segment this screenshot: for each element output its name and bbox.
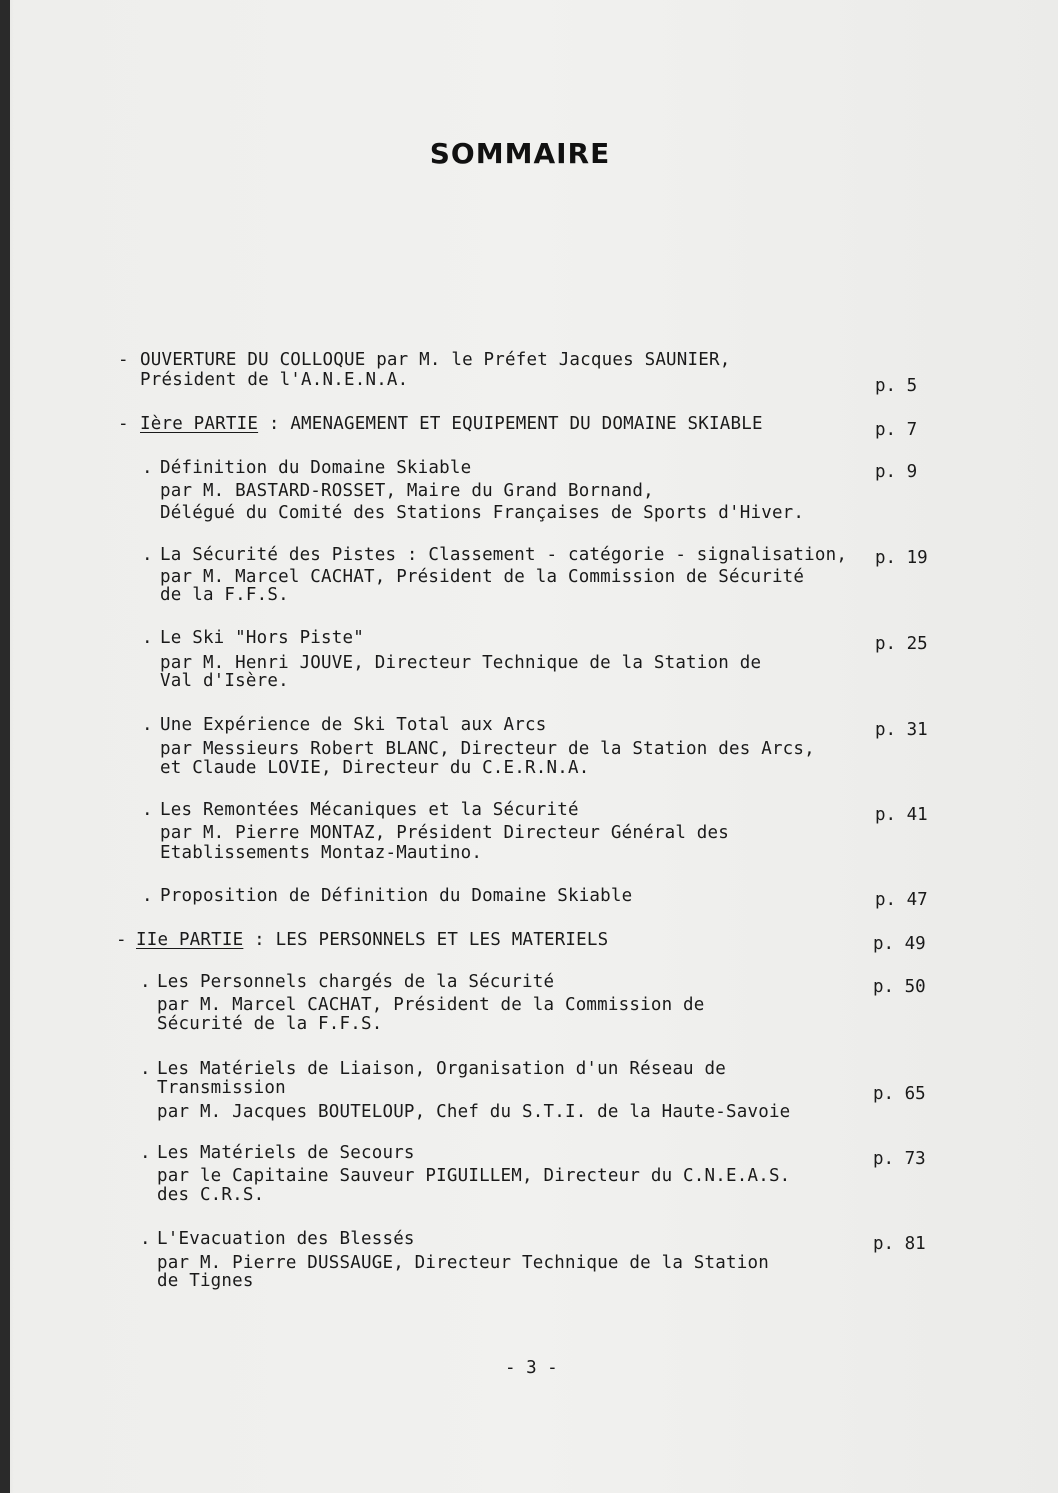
section-heading-line [140,414,763,434]
entry-page-number: p. 81 [873,1234,926,1254]
entry-line: et Claude LOVIE, Directeur du C.E.R.N.A. [160,758,590,778]
entry-line: de Tignes [157,1271,254,1291]
entry-bullet: . [142,886,153,906]
entry-bullet: . [140,1143,151,1163]
entry-line: Proposition de Définition du Domaine Skiable [160,886,633,906]
entry-page-number: p. 25 [875,634,928,654]
section-heading: Ière PARTIE [140,414,259,434]
entry-line: Délégué du Comité des Stations Françaises de Sports d'Hiver. [160,503,805,523]
entry-line: par M. BASTARD-ROSSET, Maire du Grand Bornand, [160,481,654,501]
entry-bullet: . [140,1059,151,1079]
entry-page-number: p. 65 [873,1084,926,1104]
entry-page-number: p. 5 [875,376,918,396]
entry-line: Les Remontées Mécaniques et la Sécurité [160,800,579,820]
entry-page-number: p. 31 [875,720,928,740]
entry-line: par M. Pierre DUSSAUGE, Directeur Technique de la Station [157,1253,769,1273]
entry-line: Une Expérience de Ski Total aux Arcs [160,715,547,735]
section-heading-line [136,930,608,950]
entry-bullet: - [118,414,129,434]
entry-line: Val d'Isère. [160,671,289,691]
entry-line: Définition du Domaine Skiable [160,458,472,478]
entry-line: des C.R.S. [157,1185,265,1205]
entry-line: Etablissements Montaz-Mautino. [160,843,483,863]
entry-line: de la F.F.S. [160,585,289,605]
entry-page-number: p. 41 [875,805,928,825]
entry-bullet: . [140,972,151,992]
entry-line: Les Matériels de Liaison, Organisation d'un Réseau de [157,1059,727,1079]
page-folio: - 3 - [505,1358,558,1378]
entry-line: Transmission [157,1078,286,1098]
scan-edge [0,0,10,1493]
entry-line: par M. Marcel CACHAT, Président de la Commission de Sécurité [160,567,805,587]
entry-line: par M. Pierre MONTAZ, Président Directeur Général des [160,823,730,843]
entry-page-number: p. 19 [875,548,928,568]
entry-bullet: . [142,545,153,565]
entry-page-number: p. 47 [875,890,928,910]
entry-line: par M. Jacques BOUTELOUP, Chef du S.T.I. de la Haute-Savoie [157,1102,791,1122]
entry-page-number: p. 7 [875,420,918,440]
entry-line: Sécurité de la F.F.S. [157,1014,383,1034]
entry-line: par le Capitaine Sauveur PIGUILLEM, Directeur du C.N.E.A.S. [157,1166,791,1186]
entry-line: Les Matériels de Secours [157,1143,415,1163]
page-title: SOMMAIRE [429,137,611,170]
entry-page-number: p. 49 [873,934,926,954]
entry-page-number: p. 9 [875,462,918,482]
entry-page-number: p. 50 [873,977,926,997]
entry-line: par M. Marcel CACHAT, Président de la Commission de [157,995,705,1015]
entry-bullet: . [142,458,153,478]
entry-bullet: - [116,930,127,950]
entry-bullet: . [142,715,153,735]
entry-line: Le Ski "Hors Piste" [160,628,364,648]
entry-line: par Messieurs Robert BLANC, Directeur de la Station des Arcs, [160,739,815,759]
entry-bullet: . [140,1229,151,1249]
section-heading-rest: : AMENAGEMENT ET EQUIPEMENT DU DOMAINE SKIABLE [258,414,763,434]
entry-page-number: p. 73 [873,1149,926,1169]
section-heading: IIe PARTIE [136,930,244,950]
entry-line: OUVERTURE DU COLLOQUE par M. le Préfet Jacques SAUNIER, [140,350,731,370]
section-heading-rest: : LES PERSONNELS ET LES MATERIELS [243,930,609,950]
entry-bullet: - [118,350,129,370]
entry-line: par M. Henri JOUVE, Directeur Technique de la Station de [160,653,762,673]
entry-line: Les Personnels chargés de la Sécurité [157,972,555,992]
entry-line: Président de l'A.N.E.N.A. [140,370,409,390]
entry-line: La Sécurité des Pistes : Classement - catégorie - signalisation, [160,545,848,565]
entry-bullet: . [142,800,153,820]
entry-line: L'Evacuation des Blessés [157,1229,415,1249]
entry-bullet: . [142,628,153,648]
